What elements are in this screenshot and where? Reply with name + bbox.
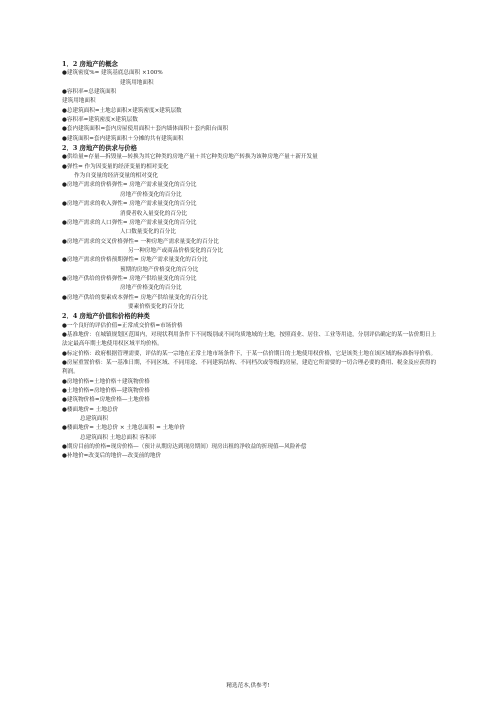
formula-supply-price-elasticity: ●房地产供给的价格弹性= 房地产供给量变化的百分比	[62, 275, 197, 282]
formula-total-floor-area: ●总建筑面积=土地总面积×建筑密度×建筑层数	[62, 107, 182, 114]
document-body	[62, 60, 438, 462]
formula-denominator: 房地产价格变化的百分比	[120, 285, 182, 292]
formula-denominator: 建筑用地面积	[120, 79, 154, 86]
formula-expectation-elasticity: ●房地产需求的价格预期弹性= 房地产需求量变化的百分比	[62, 257, 208, 264]
formula-denominator: 人口数量变化的百分比	[120, 229, 176, 236]
formula-population-elasticity: ●房地产需求的人口弹性= 房地产需求量变化的百分比	[62, 219, 197, 226]
formula-denominator: 总建筑面积	[80, 416, 108, 423]
paragraph-base-land-price: ●基准地价：在城镇规划区范围内，对现状利用条件下不同级别或不同均质地域的土地，按照商业、居住、工业等用途，分别评估确定的某一估价期日上法定最高年期土地使用权区域平均价格。	[62, 331, 437, 348]
formula-supply-cost-elasticity: ●房地产供给的要素成本弹性= 房地产供给量变化的百分比	[62, 294, 208, 301]
formula-plot-ratio: ●容积率=总建筑面积	[62, 89, 117, 96]
formula-floor-land-price: ●楼面地价= 土地总价	[62, 406, 119, 413]
formula-land-premium: ●补地价=改变后的地价—改变前的地价	[62, 453, 162, 460]
formula-land-price: ●土地价格=房地价格—建筑物价格	[62, 388, 150, 395]
formula-denominator: 预期的房地产价格变化的百分比	[120, 266, 199, 273]
formula-income-elasticity: ●房地产需求的收入弹性= 房地产需求量变化的百分比	[62, 201, 197, 208]
formula-denominator: 消费者收入量变化的百分比	[120, 210, 188, 217]
formula-elasticity: ●弹性= 作为因变量的经济变量的相对变化	[62, 163, 169, 170]
formula-denominator: 总建筑面积 土地总面积 容积率	[80, 434, 157, 441]
formula-unit-floor-area: ●套内建筑面积=套内房屋使用面积＋套内墙体面积＋套内阳台面积	[62, 126, 229, 133]
formula-denominator: 作为自变量的经济变量的相对变化	[74, 173, 158, 180]
paragraph-standard-price: ●标定价格：政府根据管理需要，评估的某一宗地在正常土地市场条件下，于某一估价期日的土地使用权价格，它是该类土地在该区域的标准指导价格。	[62, 350, 437, 357]
formula-floor-area: ●建筑面积=套内建筑面积＋分摊的共有建筑面积	[62, 135, 184, 142]
formula-supply: ●供给量=存量—拆毁量—转换为其它种类的房地产量＋其它种类房地产转换为该种房地产量＋新开发量	[62, 154, 318, 161]
formula-building-density: ●建筑密度%= 建筑基底总面积 ×100%	[62, 70, 163, 77]
formula-building-price: ●建筑物价格=房地价格—土地价格	[62, 397, 150, 404]
section-heading-1-2: 1．2 房地产的概念	[62, 60, 118, 68]
formula-cross-elasticity: ●房地产需求的交叉价格弹性= 一种房地产需求量变化的百分比	[62, 238, 219, 245]
formula-denominator: 建筑用地面积	[62, 98, 96, 105]
formula-plot-ratio-2: ●容积率=建筑密度×建筑层数	[62, 117, 138, 124]
formula-denominator: 另一种房地产或商品价格变化的百分比	[128, 247, 224, 254]
formula-price-elasticity-demand: ●房地产需求的价格弹性= 房地产需求量变化的百分比	[62, 182, 197, 189]
section-heading-2-3: 2．3 房地产的供求与价格	[62, 144, 138, 153]
section-heading-2-4: 2．4 房地产价值和价格的种类	[62, 312, 150, 321]
formula-denominator: 要素价格变化的百分比	[128, 303, 184, 310]
paragraph-replacement-price: ●房屋重置价格：某一基准日期，不同区域、不同用途、不同建筑结构、不同档次或等级的房屋，建造它所需要的一切合理必要的费用、税金及应获得的利润。	[62, 360, 437, 376]
formula-floor-land-price-2: ●楼面地价= 土地总价 × 土地总面积 = 土地单价	[62, 425, 185, 432]
formula-denominator: 房地产价格变化的百分比	[120, 191, 182, 198]
page-footer: 精选范本,供参考!	[226, 683, 270, 689]
formula-property-price: ●房地价格=土地价格＋建筑物价格	[62, 378, 150, 385]
formula-forward-house-price: ●期房目前的价格=现房价格—（预计从期房达到现房期间）现房出租的净收益的折现值—风险补偿	[62, 444, 307, 451]
text-market-price: ●一个良好的评估价值=正常成交价格=市场价格	[62, 322, 183, 329]
